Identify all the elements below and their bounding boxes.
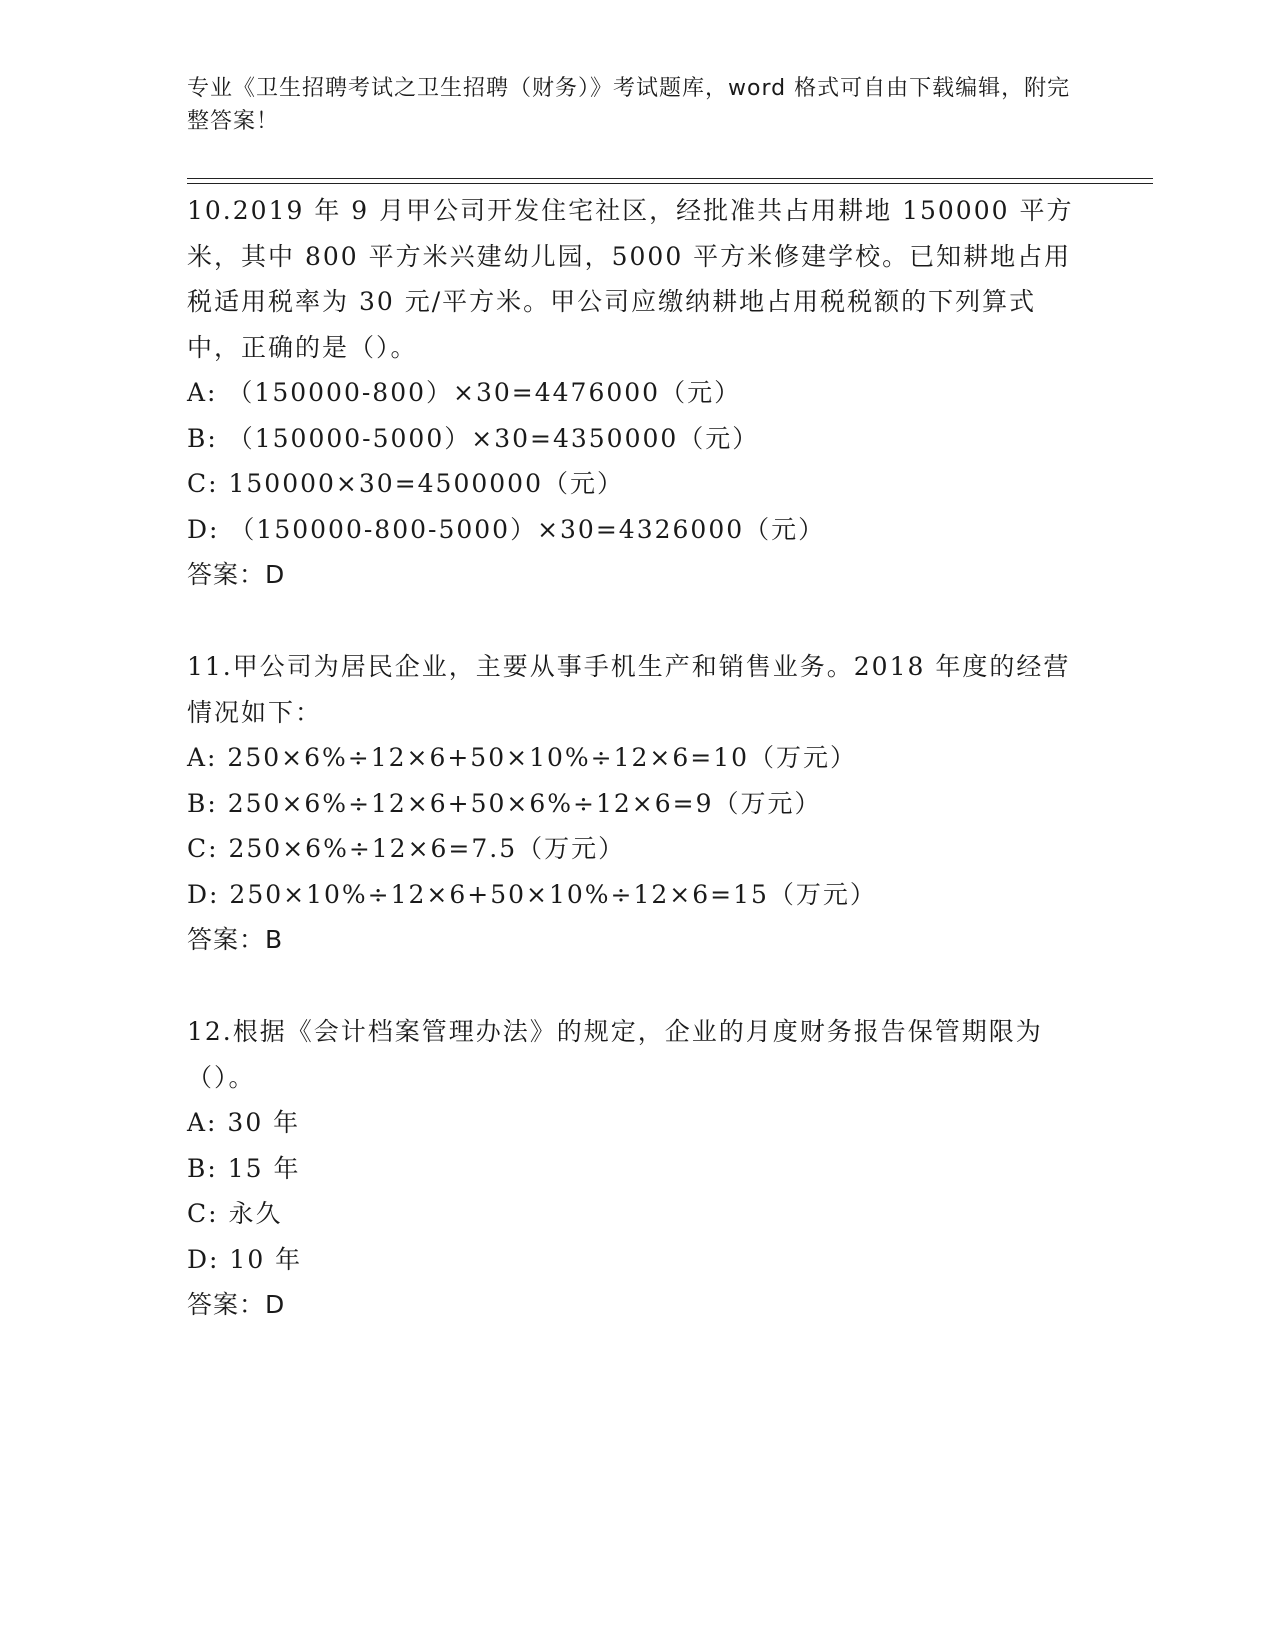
option-c: C: 150000×30=4500000（元） xyxy=(187,469,624,498)
option-list xyxy=(187,735,1087,917)
option-list xyxy=(187,370,1087,552)
answer-line: 答案：D xyxy=(187,1290,286,1319)
question-10 xyxy=(187,188,1087,598)
option-c: C: 永久 xyxy=(187,1199,283,1228)
option-a: A: 250×6%÷12×6+50×10%÷12×6=10（万元） xyxy=(187,743,858,772)
question-12 xyxy=(187,1009,1087,1328)
answer-line: 答案：B xyxy=(187,925,284,954)
question-11 xyxy=(187,644,1087,963)
question-stem: 12.根据《会计档案管理办法》的规定，企业的月度财务报告保管期限为（）。 xyxy=(187,1017,1043,1092)
header-divider-top xyxy=(187,178,1153,179)
option-d: D: （150000-800-5000）×30=4326000（元） xyxy=(187,514,826,544)
question-stem: 10.2019 年 9 月甲公司开发住宅社区，经批准共占用耕地 150000 平方米，其中 800 平方米兴建幼儿园，5000 平方米修建学校。已知耕地占用税适用税率为 30 元/平方米。甲公司应缴纳耕地占用税税额的下列算式中，正确的是（）。 xyxy=(187,196,1074,362)
option-b: B: 15 年 xyxy=(187,1153,301,1183)
answer-line: 答案：D xyxy=(187,560,286,589)
header-divider-bottom xyxy=(187,183,1153,184)
option-b: B: 250×6%÷12×6+50×6%÷12×6=9（万元） xyxy=(187,788,822,818)
option-d: D: 10 年 xyxy=(187,1244,303,1274)
document-header xyxy=(187,72,1087,138)
option-b: B: （150000-5000）×30=4350000（元） xyxy=(187,423,760,453)
header-intro-text: 专业《卫生招聘考试之卫生招聘（财务）》考试题库，word 格式可自由下载编辑，附完整答案！ xyxy=(187,76,1071,134)
question-stem: 11.甲公司为居民企业，主要从事手机生产和销售业务。2018 年度的经营情况如下： xyxy=(187,652,1071,727)
option-d: D: 250×10%÷12×6+50×10%÷12×6=15（万元） xyxy=(187,879,877,909)
option-a: A: 30 年 xyxy=(187,1108,301,1137)
option-a: A: （150000-800）×30=4476000（元） xyxy=(187,378,742,407)
option-c: C: 250×6%÷12×6=7.5（万元） xyxy=(187,834,626,863)
option-list xyxy=(187,1100,1087,1282)
